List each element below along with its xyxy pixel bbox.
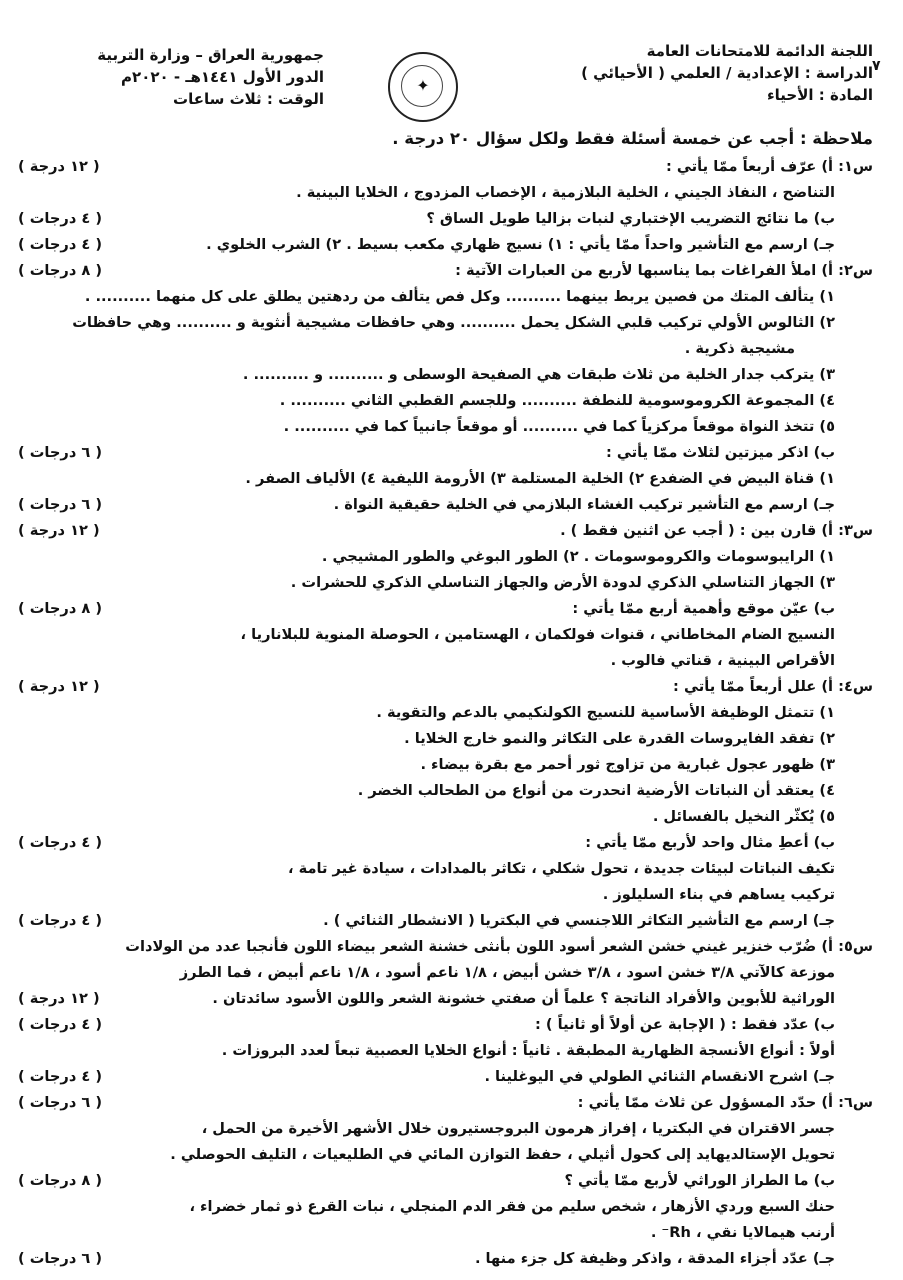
line-text: ب) عدّد فقط : ( الإجابة عن أولاً أو ثانياً ) : xyxy=(535,1016,835,1033)
line-text: ٥) تتخذ النواة موقعاً مركزياً كما في .......... أو موقعاً جانبياً كما في .......... . xyxy=(283,418,835,435)
exam-line xyxy=(18,596,873,622)
exam-line xyxy=(18,310,873,336)
line-text: س٥: أ) ضُرّب خنزير غيني خشن الشعر أسود اللون بأنثى خشنة الشعر بيضاء اللون فأنجبا عدد من الولادات xyxy=(125,938,873,955)
round-line: الدور الأول ١٤٤١هـ - ٢٠٢٠م xyxy=(121,68,324,86)
line-text: ١) يتألف المتك من فصين يربط بينهما .......... وكل فص يتألف من ردهتين يطلق على كل منهما .......... . xyxy=(84,288,835,305)
exam-line xyxy=(18,362,873,388)
score-mark: ( ٤ درجات ) xyxy=(18,1016,103,1033)
line-text: جـ) ارسم مع التأشير واحداً ممّا يأتي : ١) نسيج ظهاري مكعب بسيط . ٢) الشرب الخلوي . xyxy=(206,236,835,253)
score-mark: ( ١٢ درجة ) xyxy=(18,158,100,175)
line-text: ٥) يُكثّر النخيل بالفسائل . xyxy=(652,808,835,825)
exam-line xyxy=(18,1064,873,1090)
line-text: الوراثية للأبوين والأفراد الناتجة ؟ علماً أن صفتي خشونة الشعر واللون الأسود سائدتان . xyxy=(212,990,835,1007)
exam-line xyxy=(18,622,873,648)
score-mark: ( ١٢ درجة ) xyxy=(18,678,100,695)
exam-line xyxy=(18,986,873,1012)
score-mark: ( ٤ درجات ) xyxy=(18,210,103,227)
line-text: موزعة كالآتي ٣/٨ خشن اسود ، ٣/٨ خشن أبيض ، ١/٨ ناعم أسود ، ١/٨ ناعم أبيض ، فما الطرز xyxy=(179,964,835,981)
line-text: تكيف النباتات لبيئات جديدة ، تحول شكلي ، تكاثر بالمدادات ، سيادة غير تامة ، xyxy=(287,860,835,877)
corner-mark: ٧ xyxy=(872,58,881,74)
exam-line xyxy=(18,154,873,180)
line-text: ٣) الجهاز التناسلي الذكري لدودة الأرض والجهاز التناسلي الذكري للحشرات . xyxy=(290,574,835,591)
line-text: ٣) يتركب جدار الخلية من ثلاث طبقات هي الصفيحة الوسطى و .......... و .......... . xyxy=(242,366,835,383)
exam-line xyxy=(18,1038,873,1064)
line-text: ٤) يعتقد أن النباتات الأرضية انحدرت من أنواع من الطحالب الخضر . xyxy=(357,782,835,799)
exam-line xyxy=(18,726,873,752)
exam-line xyxy=(18,492,873,518)
score-mark: ( ١٢ درجة ) xyxy=(18,522,100,539)
line-text: ب) اذكر ميزتين لثلاث ممّا يأتي : xyxy=(605,444,835,461)
score-mark: ( ٦ درجات ) xyxy=(18,444,103,461)
line-text: تركيب يساهم في بناء السليلوز . xyxy=(602,886,835,903)
exam-line xyxy=(18,518,873,544)
exam-line xyxy=(18,674,873,700)
exam-line xyxy=(18,284,873,310)
header-left xyxy=(24,44,324,110)
line-text: ٣) ظهور عجول غبارية من تزاوج ثور أحمر مع بقرة بيضاء . xyxy=(420,756,835,773)
exam-line xyxy=(18,960,873,986)
exam-line xyxy=(18,648,873,674)
ministry-seal-icon: ✦ xyxy=(388,52,458,122)
line-text: جـ) ارسم مع التأشير تركيب الغشاء البلازمي في الخلية حقيقية النواة . xyxy=(333,496,835,513)
exam-line xyxy=(18,388,873,414)
line-text: س٢: أ) املأ الفراغات بما يناسبها لأربع من العبارات الآتية : xyxy=(455,262,873,279)
exam-line xyxy=(18,778,873,804)
score-mark: ( ٤ درجات ) xyxy=(18,236,103,253)
score-mark: ( ٦ درجات ) xyxy=(18,1250,103,1267)
line-text: الأقراص البينية ، قناتي فالوب . xyxy=(610,652,835,669)
line-text: ب) عيّن موقع وأهمية أربع ممّا يأتي : xyxy=(572,600,835,617)
line-text: أولاً : أنواع الأنسجة الظهارية المطبقة . ثانياً : أنواع الخلايا العصبية تبعاً لعدد البروزات . xyxy=(221,1042,835,1059)
exam-line xyxy=(18,336,873,362)
exam-line xyxy=(18,830,873,856)
exam-line xyxy=(18,544,873,570)
line-text: س٦: أ) حدّد المسؤول عن ثلاث ممّا يأتي : xyxy=(577,1094,873,1111)
score-mark: ( ٨ درجات ) xyxy=(18,600,103,617)
line-text: ١) قناة البيض في الضفدع ٢) الخلية المستلمة ٣) الأرومة الليفية ٤) الألياف الصفر . xyxy=(245,470,835,487)
republic-line: جمهورية العراق – وزارة التربية xyxy=(97,46,324,64)
time-line: الوقت : ثلاث ساعات xyxy=(173,90,324,108)
exam-line xyxy=(18,206,873,232)
exam-content xyxy=(18,126,873,1272)
exam-line xyxy=(18,180,873,206)
exam-note: ملاحظة : أجب عن خمسة أسئلة فقط ولكل سؤال ٢٠ درجة . xyxy=(392,129,873,148)
exam-line xyxy=(18,752,873,778)
line-text: ٤) المجموعة الكروموسومية للنطفة .......... وللجسم القطبي الثاني .......... . xyxy=(279,392,835,409)
line-text: جـ) ارسم مع التأشير التكاثر اللاجنسي في البكتريا ( الانشطار الثنائي ) . xyxy=(323,912,835,929)
exam-line xyxy=(18,440,873,466)
exam-line xyxy=(18,700,873,726)
line-text: مشيجية ذكرية . xyxy=(684,340,795,357)
exam-line xyxy=(18,258,873,284)
line-text: ٢) الثالوس الأولي تركيب قلبي الشكل يحمل .......... وهي حافظات مشيجية أنثوية و .......... وهي حافظات xyxy=(72,314,835,331)
exam-line xyxy=(18,908,873,934)
line-text: التناضح ، النفاذ الجيني ، الخلية البلازمية ، الإخصاب المزدوج ، الخلايا البينية . xyxy=(296,184,835,201)
exam-line xyxy=(18,570,873,596)
line-text: ١) تتمثل الوظيفة الأساسية للنسيج الكولنكيمي بالدعم والتقوية . xyxy=(376,704,835,721)
line-text: س١: أ) عرّف أربعاً ممّا يأتي : xyxy=(666,158,873,175)
exam-line xyxy=(18,804,873,830)
score-mark: ( ٨ درجات ) xyxy=(18,1172,103,1189)
score-mark: ( ٤ درجات ) xyxy=(18,912,103,929)
exam-line xyxy=(18,1116,873,1142)
exam-line xyxy=(18,1220,873,1246)
line-text: ب) ما الطراز الوراثي لأربع ممّا يأتي ؟ xyxy=(564,1172,835,1189)
score-mark: ( ٤ درجات ) xyxy=(18,1068,103,1085)
line-text: س٣: أ) قارن بين : ( أجب عن اثنين فقط ) . xyxy=(560,522,873,539)
score-mark: ( ٦ درجات ) xyxy=(18,496,103,513)
exam-line xyxy=(18,466,873,492)
exam-line xyxy=(18,882,873,908)
line-text: ب) ما نتائج التضريب الإختباري لنبات بزاليا طويل الساق ؟ xyxy=(426,210,835,227)
line-text: ٢) تفقد الفايروسات القدرة على التكاثر والنمو خارج الخلايا . xyxy=(404,730,835,747)
exam-line xyxy=(18,1090,873,1116)
exam-line xyxy=(18,1246,873,1272)
exam-line xyxy=(18,1142,873,1168)
score-mark: ( ٦ درجات ) xyxy=(18,1094,103,1111)
line-text: تحويل الإستالديهايد إلى كحول أثيلي ، حفظ التوازن المائي في الطليعيات ، التليف الحوصلي . xyxy=(170,1146,835,1163)
line-text: جسر الاقتران في البكتريا ، إفراز هرمون البروجستيرون خلال الأشهر الأخيرة من الحمل ، xyxy=(201,1120,835,1137)
line-text: أرنب هيمالايا نقي ، Rh⁻ . xyxy=(650,1224,835,1241)
line-text: ب) أعطِ مثال واحد لأربع ممّا يأتي : xyxy=(585,834,835,851)
committee-name: اللجنة الدائمة للامتحانات العامة xyxy=(646,42,873,60)
line-text: جـ) عدّد أجزاء المدقة ، واذكر وظيفة كل جزء منها . xyxy=(474,1250,835,1267)
subject-line: المادة : الأحياء xyxy=(766,86,873,104)
line-text: النسيج الضام المخاطاني ، قنوات فولكمان ، الهستامين ، الحوصلة المنوية للبلاناريا ، xyxy=(240,626,835,643)
study-line: الدراسة : الإعدادية / العلمي ( الأحيائي ) xyxy=(581,64,873,82)
line-text: س٤: أ) علل أربعاً ممّا يأتي : xyxy=(673,678,873,695)
question-lines xyxy=(18,154,873,1272)
exam-line xyxy=(18,1168,873,1194)
header-right xyxy=(513,40,873,106)
exam-line xyxy=(18,934,873,960)
exam-line xyxy=(18,414,873,440)
line-text: حنك السبع وردي الأزهار ، شخص سليم من فقر الدم المنجلي ، نبات القرع ذو ثمار خضراء ، xyxy=(189,1198,835,1215)
exam-line xyxy=(18,1012,873,1038)
score-mark: ( ١٢ درجة ) xyxy=(18,990,100,1007)
score-mark: ( ٤ درجات ) xyxy=(18,834,103,851)
exam-line xyxy=(18,232,873,258)
line-text: ١) الرايبوسومات والكروموسومات . ٢) الطور البوغي والطور المشيجي . xyxy=(321,548,835,565)
score-mark: ( ٨ درجات ) xyxy=(18,262,103,279)
line-text: جـ) اشرح الانقسام الثنائي الطولي في اليوغلينا . xyxy=(484,1068,835,1085)
exam-line xyxy=(18,856,873,882)
exam-line xyxy=(18,1194,873,1220)
